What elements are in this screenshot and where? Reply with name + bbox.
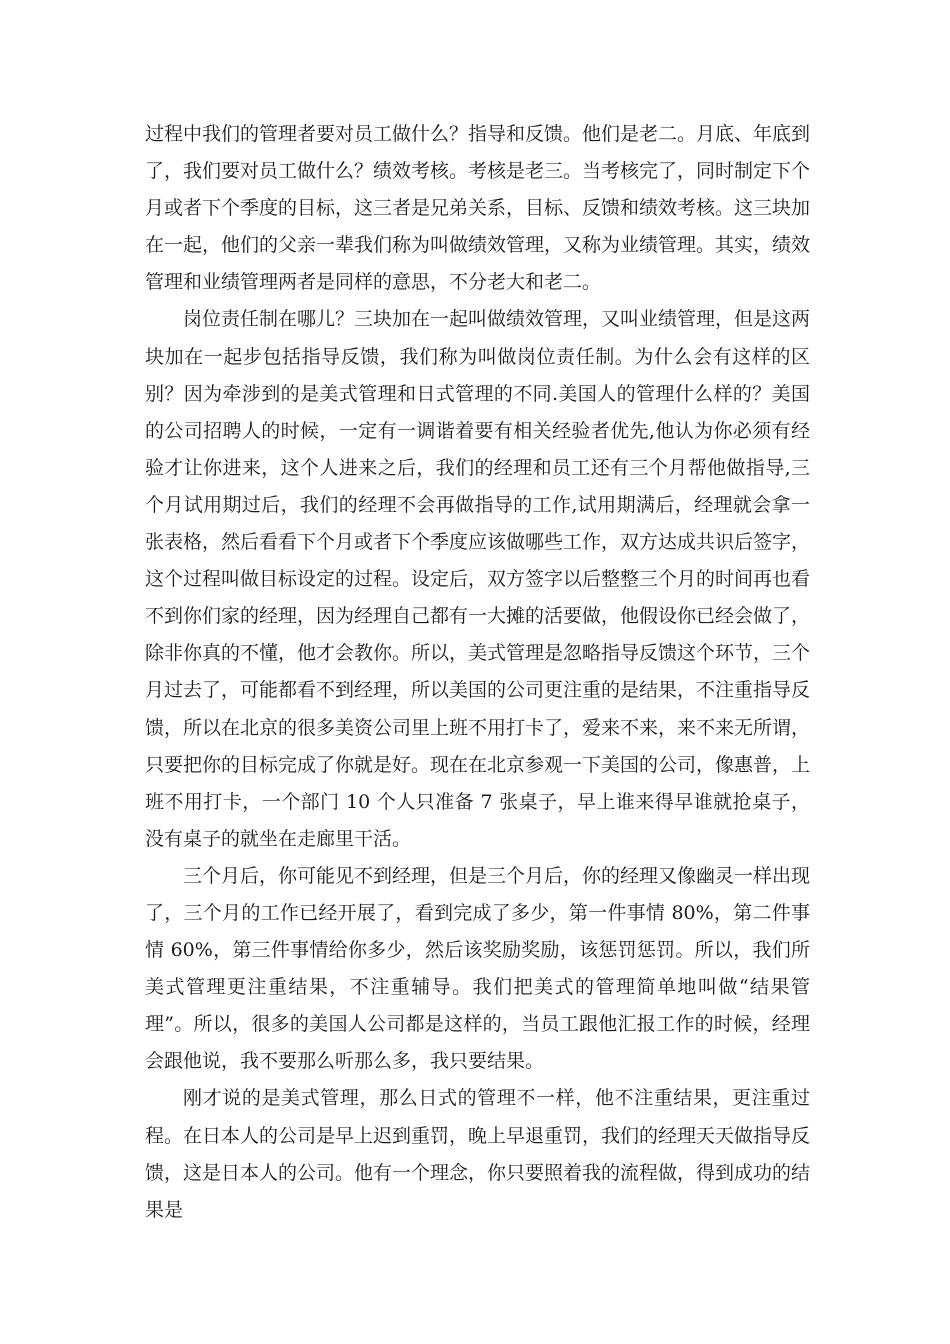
paragraph-3: 三个月后，你可能见不到经理，但是三个月后，你的经理又像幽灵一样出现了，三个月的工作已经开展了，看到完成了多少，第一件事情 80%，第二件事情 60%，第三件事情给你多少，然后该奖励奖励，该惩罚惩罚。所以，我们所美式管理更注重结果，不注重辅导。我们把美式的管理简单地叫做“结果管理”。所以，很多的美国人公司都是这样的，当员工跟他汇报工作的时候，经理会跟他说，我不要那么听那么多，我只要结果。 <box>145 864 811 1073</box>
paragraph-4: 刚才说的是美式管理，那么日式的管理不一样，他不注重结果，更注重过程。在日本人的公司是早上迟到重罚，晚上早退重罚，我们的经理天天做指导反馈，这是日本人的公司。他有一个理念，你只要照着我的流程做，得到成功的结果是 <box>145 1087 811 1221</box>
paragraph-2: 岗位责任制在哪儿？三块加在一起叫做绩效管理，又叫业绩管理，但是这两块加在一起步包括指导反馈，我们称为叫做岗位责任制。为什么会有这样的区别？因为牵涉到的是美式管理和日式管理的不同.美国人的管理什么样的？美国的公司招聘人的时候，一定有一调谐着要有相关经验者优先,他认为你必须有经验才让你进来，这个人进来之后，我们的经理和员工还有三个月帮他做指导,三个月试用期过后，我们的经理不会再做指导的工作,试用期满后，经理就会拿一张表格，然后看看下个月或者下个季度应该做哪些工作，双方达成共识后签字，这个过程叫做目标设定的过程。设定后，双方签字以后整整三个月的时间再也看不到你们家的经理，因为经理自己都有一大摊的活要做，他假设你已经会做了，除非你真的不懂，他才会教你。所以，美式管理是忽略指导反馈这个环节，三个月过去了，可能都看不到经理，所以美国的公司更注重的是结果，不注重指导反馈，所以在北京的很多美资公司里上班不用打卡了，爱来不来，来不来无所谓，只要把你的目标完成了你就是好。现在在北京参观一下美国的公司，像惠普，上班不用打卡，一个部门 10 个人只准备 7 张桌子，早上谁来得早谁就抢桌子，没有桌子的就坐在走廊里干活。 <box>145 308 811 850</box>
paragraph-1: 过程中我们的管理者要对员工做什么？指导和反馈。他们是老二。月底、年底到了，我们要对员工做什么？绩效考核。考核是老三。当考核完了，同时制定下个月或者下个季度的目标，这三者是兄弟关系，目标、反馈和绩效考核。这三块加在一起，他们的父亲一辈我们称为叫做绩效管理，又称为业绩管理。其实，绩效管理和业绩管理两者是同样的意思，不分老大和老二。 <box>145 123 811 294</box>
document-body <box>145 116 810 1229</box>
